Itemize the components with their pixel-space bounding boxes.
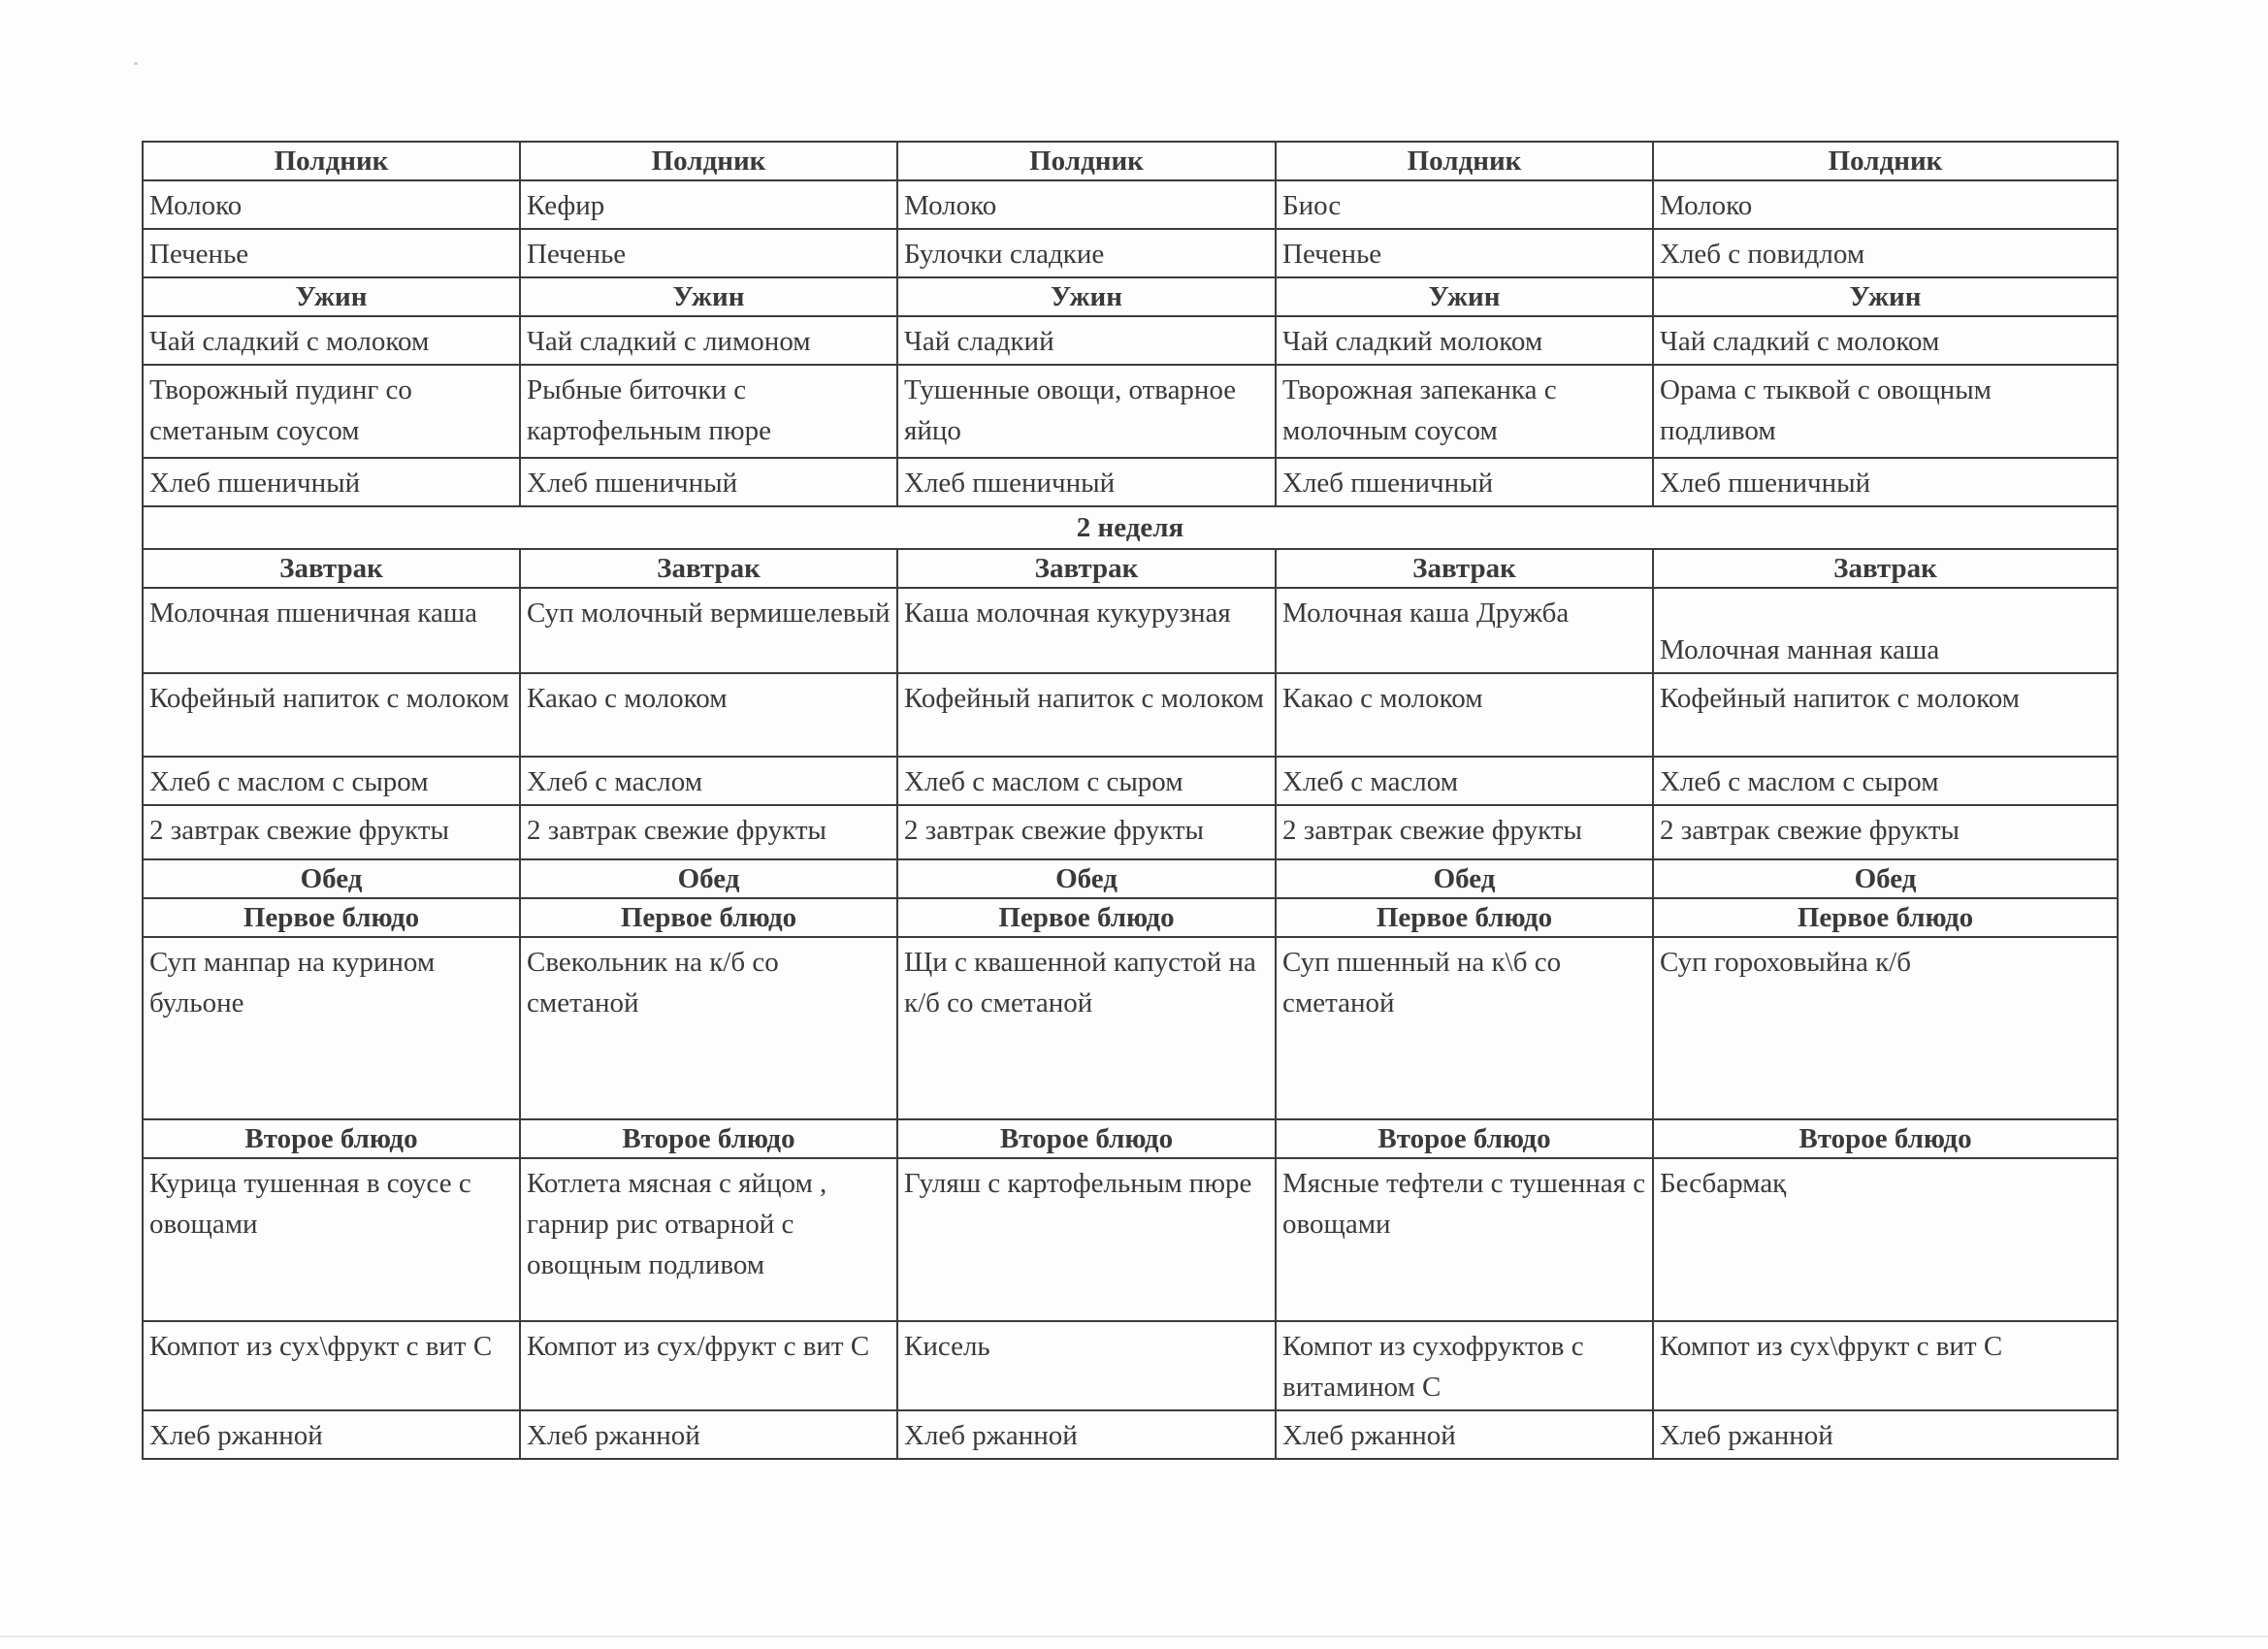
table-cell: Хлеб ржанной: [520, 1410, 897, 1459]
meal-heading: Обед: [1276, 859, 1653, 898]
meal-heading: Обед: [143, 859, 520, 898]
course-heading: Первое блюдо: [897, 898, 1276, 937]
table-cell: Компот из сух\фрукт с вит С: [143, 1321, 520, 1410]
course-heading: Первое блюдо: [143, 898, 520, 937]
table-cell: Котлета мясная с яйцом , гарнир рис отварной с овощным подливом: [520, 1158, 897, 1321]
table-cell: Печенье: [520, 229, 897, 277]
table-cell: Молочная пшеничная каша: [143, 588, 520, 673]
table-cell: Бесбармақ: [1653, 1158, 2118, 1321]
table-cell: Курица тушенная в соусе с овощами: [143, 1158, 520, 1321]
table-cell: Какао с молоком: [520, 673, 897, 757]
table-cell: Хлеб пшеничный: [520, 458, 897, 506]
table-cell: Творожная запеканка с молочным соусом: [1276, 365, 1653, 458]
table-cell: Каша молочная кукурузная: [897, 588, 1276, 673]
table-row: [143, 588, 2118, 673]
table-cell: Хлеб пшеничный: [1276, 458, 1653, 506]
table-cell: Чай сладкий: [897, 316, 1276, 365]
table-cell: Булочки сладкие: [897, 229, 1276, 277]
meal-heading: Завтрак: [897, 549, 1276, 588]
table-cell: Суп пшенный на к\б со сметаной: [1276, 937, 1653, 1119]
table-cell: Печенье: [1276, 229, 1653, 277]
course-heading: Второе блюдо: [143, 1119, 520, 1158]
table-cell: Хлеб ржанной: [1276, 1410, 1653, 1459]
table-cell: Хлеб ржанной: [897, 1410, 1276, 1459]
meal-heading: Полдник: [143, 142, 520, 180]
table-cell: Хлеб ржанной: [143, 1410, 520, 1459]
table-cell: Кофейный напиток с молоком: [143, 673, 520, 757]
table-cell: Какао с молоком: [1276, 673, 1653, 757]
table-cell: 2 завтрак свежие фрукты: [897, 805, 1276, 859]
meal-heading: Завтрак: [1276, 549, 1653, 588]
obed-heading-row: [143, 859, 2118, 898]
table-cell: Кисель: [897, 1321, 1276, 1410]
table-cell: Хлеб с маслом с сыром: [897, 757, 1276, 805]
table-cell: 2 завтрак свежие фрукты: [520, 805, 897, 859]
meal-heading: Ужин: [897, 277, 1276, 316]
table-cell: Орама с тыквой с овощным подливом: [1653, 365, 2118, 458]
meal-heading: Обед: [1653, 859, 2118, 898]
scan-speck: [134, 62, 138, 65]
table-cell: Чай сладкий с молоком: [143, 316, 520, 365]
table-row: [143, 229, 2118, 277]
table-cell: Суп манпар на курином бульоне: [143, 937, 520, 1119]
table-cell: Компот из сухофруктов с витамином С: [1276, 1321, 1653, 1410]
table-row: [143, 180, 2118, 229]
table-cell: Молочная манная каша: [1653, 588, 2118, 673]
meal-heading: Ужин: [520, 277, 897, 316]
meal-heading: Ужин: [1276, 277, 1653, 316]
table-cell: Хлеб пшеничный: [1653, 458, 2118, 506]
table-row: [143, 1410, 2118, 1459]
course-heading: Второе блюдо: [1653, 1119, 2118, 1158]
course-heading: Второе блюдо: [520, 1119, 897, 1158]
meal-heading: Полдник: [897, 142, 1276, 180]
first-course-heading-row: [143, 898, 2118, 937]
table-cell: Кофейный напиток с молоком: [1653, 673, 2118, 757]
second-course-heading-row: [143, 1119, 2118, 1158]
table-cell: Гуляш с картофельным пюре: [897, 1158, 1276, 1321]
table-cell: Хлеб пшеничный: [897, 458, 1276, 506]
course-heading: Второе блюдо: [897, 1119, 1276, 1158]
meal-heading: Обед: [520, 859, 897, 898]
menu-table: [142, 141, 2119, 1460]
table-cell: Щи с квашенной капустой на к/б со сметаной: [897, 937, 1276, 1119]
table-row: [143, 673, 2118, 757]
table-cell: Хлеб с маслом: [1276, 757, 1653, 805]
week-row: [143, 506, 2118, 549]
meal-heading: Обед: [897, 859, 1276, 898]
zavtrak-heading-row: [143, 549, 2118, 588]
table-row: [143, 458, 2118, 506]
table-cell: Суп гороховыйна к/б: [1653, 937, 2118, 1119]
table-cell: Хлеб с маслом: [520, 757, 897, 805]
table-cell: Суп молочный вермишелевый: [520, 588, 897, 673]
meal-heading: Завтрак: [1653, 549, 2118, 588]
table-cell: Чай сладкий с молоком: [1653, 316, 2118, 365]
table-cell: Компот из сух\фрукт с вит С: [1653, 1321, 2118, 1410]
table-cell: 2 завтрак свежие фрукты: [1653, 805, 2118, 859]
table-cell: Хлеб с маслом с сыром: [143, 757, 520, 805]
course-heading: Первое блюдо: [1653, 898, 2118, 937]
table-cell: Тушенные овощи, отварное яйцо: [897, 365, 1276, 458]
table-cell: Молоко: [143, 180, 520, 229]
table-row: [143, 365, 2118, 458]
table-row: [143, 1158, 2118, 1321]
scan-edge: [0, 1635, 2268, 1637]
table-row: [143, 937, 2118, 1119]
meal-heading: Полдник: [520, 142, 897, 180]
table-row: [143, 805, 2118, 859]
meal-heading: Полдник: [1653, 142, 2118, 180]
table-cell: Хлеб пшеничный: [143, 458, 520, 506]
table-cell: Молоко: [1653, 180, 2118, 229]
course-heading: Первое блюдо: [1276, 898, 1653, 937]
table-cell: 2 завтрак свежие фрукты: [1276, 805, 1653, 859]
table-row: [143, 1321, 2118, 1410]
table-cell: Рыбные биточки с картофельным пюре: [520, 365, 897, 458]
meal-heading: Ужин: [1653, 277, 2118, 316]
table-cell: Компот из сух/фрукт с вит С: [520, 1321, 897, 1410]
table-row: [143, 757, 2118, 805]
table-row: [143, 316, 2118, 365]
uzhin-heading-row: [143, 277, 2118, 316]
table-cell: Биос: [1276, 180, 1653, 229]
meal-heading: Ужин: [143, 277, 520, 316]
table-cell: Творожный пудинг со сметаным соусом: [143, 365, 520, 458]
table-cell: Хлеб с повидлом: [1653, 229, 2118, 277]
table-cell: Свекольник на к/б со сметаной: [520, 937, 897, 1119]
week-title: 2 неделя: [143, 506, 2118, 549]
meal-heading: Завтрак: [143, 549, 520, 588]
table-cell: Мясные тефтели с тушенная с овощами: [1276, 1158, 1653, 1321]
table-cell: Хлеб с маслом с сыром: [1653, 757, 2118, 805]
table-cell: Кофейный напиток с молоком: [897, 673, 1276, 757]
table-cell: Печенье: [143, 229, 520, 277]
table-cell: Чай сладкий с лимоном: [520, 316, 897, 365]
course-heading: Первое блюдо: [520, 898, 897, 937]
poldnik-heading-row: [143, 142, 2118, 180]
table-cell: Молоко: [897, 180, 1276, 229]
table-cell: Кефир: [520, 180, 897, 229]
table-cell: Чай сладкий молоком: [1276, 316, 1653, 365]
meal-heading: Полдник: [1276, 142, 1653, 180]
table-cell: 2 завтрак свежие фрукты: [143, 805, 520, 859]
course-heading: Второе блюдо: [1276, 1119, 1653, 1158]
table-cell: Хлеб ржанной: [1653, 1410, 2118, 1459]
meal-heading: Завтрак: [520, 549, 897, 588]
table-cell: Молочная каша Дружба: [1276, 588, 1653, 673]
